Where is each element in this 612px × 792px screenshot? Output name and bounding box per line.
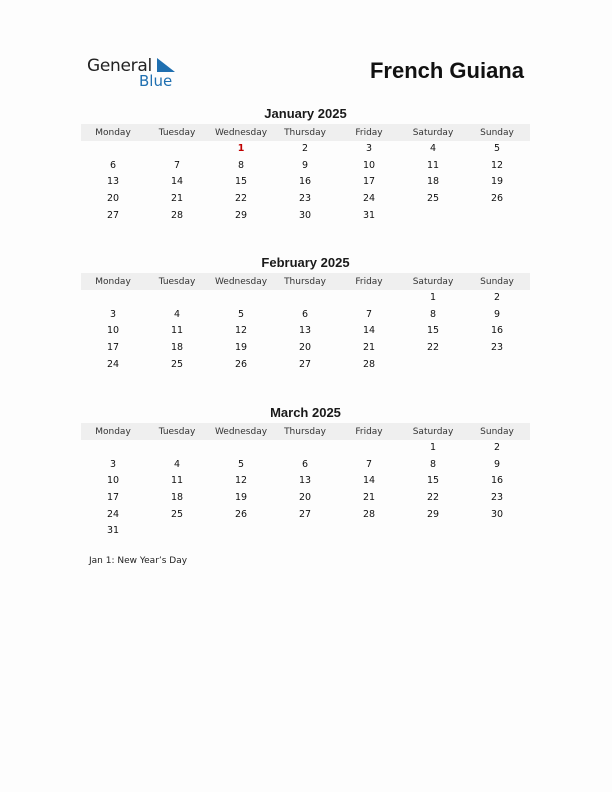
weekday-label: Thursday xyxy=(284,426,326,437)
empty-day-cell xyxy=(401,208,465,225)
day-cell: 23 xyxy=(298,193,312,205)
day-cell: 16 xyxy=(298,176,312,188)
day-cell: 19 xyxy=(234,492,248,504)
empty-day-cell xyxy=(145,141,209,158)
day-cell: 13 xyxy=(298,325,312,337)
day-cell: 2 xyxy=(493,292,501,303)
empty-day-cell xyxy=(145,523,209,540)
day-cell: 22 xyxy=(426,492,440,504)
empty-day-cell xyxy=(145,290,209,307)
day-cell: 17 xyxy=(106,342,120,354)
day-cell: 26 xyxy=(234,508,248,520)
day-cell: 24 xyxy=(106,508,120,520)
day-cell: 22 xyxy=(234,193,248,205)
day-cell: 10 xyxy=(106,475,120,487)
day-cell: 28 xyxy=(170,209,184,221)
weekday-label: Monday xyxy=(95,127,131,138)
day-cell: 17 xyxy=(106,492,120,504)
day-cell: 16 xyxy=(490,325,504,337)
day-cell: 10 xyxy=(362,159,376,171)
day-cell: 28 xyxy=(362,358,376,370)
day-cell: 5 xyxy=(237,308,245,320)
empty-day-cell xyxy=(209,523,273,540)
month-title: January 2025 xyxy=(264,106,347,121)
day-cell: 20 xyxy=(298,342,312,354)
day-cell: 30 xyxy=(490,508,504,520)
day-grid xyxy=(81,141,530,224)
day-cell: 28 xyxy=(362,508,376,520)
month-february xyxy=(81,255,530,373)
weekday-label: Wednesday xyxy=(214,426,268,437)
day-cell: 12 xyxy=(234,325,248,337)
day-cell: 1 xyxy=(429,442,437,453)
weekday-label: Sunday xyxy=(480,426,514,437)
day-cell: 26 xyxy=(490,193,504,205)
empty-day-cell xyxy=(145,440,209,457)
day-cell: 27 xyxy=(298,358,312,370)
day-cell: 4 xyxy=(173,458,181,470)
day-cell: 26 xyxy=(234,358,248,370)
weekday-label: Thursday xyxy=(284,276,326,287)
weekday-label: Saturday xyxy=(412,127,454,138)
day-cell: 6 xyxy=(301,308,309,320)
day-cell: 8 xyxy=(429,458,437,470)
day-cell: 24 xyxy=(362,193,376,205)
empty-day-cell xyxy=(273,290,337,307)
day-cell: 21 xyxy=(170,193,184,205)
weekday-label: Friday xyxy=(355,276,383,287)
empty-day-cell xyxy=(209,440,273,457)
day-cell: 22 xyxy=(426,342,440,354)
day-cell: 14 xyxy=(362,325,376,337)
day-cell: 25 xyxy=(426,193,440,205)
day-cell: 9 xyxy=(493,308,501,320)
day-cell: 2 xyxy=(493,442,501,453)
day-cell: 7 xyxy=(365,458,373,470)
day-cell: 17 xyxy=(362,176,376,188)
day-cell: 27 xyxy=(298,508,312,520)
day-cell: 20 xyxy=(298,492,312,504)
weekday-header xyxy=(81,423,530,440)
weekday-label: Sunday xyxy=(480,127,514,138)
weekday-label: Wednesday xyxy=(214,276,268,287)
empty-day-cell xyxy=(465,523,529,540)
weekday-label: Tuesday xyxy=(158,276,196,287)
country-title: French Guiana xyxy=(369,58,524,83)
day-cell: 9 xyxy=(493,458,501,470)
day-cell: 9 xyxy=(301,159,309,171)
day-cell: 29 xyxy=(234,209,248,221)
holiday-day-cell: 1 xyxy=(237,143,245,154)
day-cell: 18 xyxy=(426,176,440,188)
empty-day-cell xyxy=(209,290,273,307)
day-cell: 12 xyxy=(490,159,504,171)
day-cell: 21 xyxy=(362,342,376,354)
day-cell: 8 xyxy=(237,159,245,171)
logo-text-general: General xyxy=(87,56,152,76)
weekday-label: Saturday xyxy=(412,276,454,287)
empty-day-cell xyxy=(401,357,465,374)
day-cell: 11 xyxy=(170,325,184,337)
day-cell: 10 xyxy=(106,325,120,337)
logo xyxy=(87,56,187,92)
weekday-label: Tuesday xyxy=(158,127,196,138)
day-cell: 14 xyxy=(170,176,184,188)
day-cell: 6 xyxy=(109,159,117,171)
day-cell: 7 xyxy=(173,159,181,171)
day-cell: 19 xyxy=(234,342,248,354)
holiday-note: Jan 1: New Year’s Day xyxy=(89,556,188,566)
month-january xyxy=(81,106,530,224)
day-grid xyxy=(81,290,530,373)
day-cell: 30 xyxy=(298,209,312,221)
day-cell: 12 xyxy=(234,475,248,487)
day-cell: 31 xyxy=(362,209,376,221)
day-cell: 13 xyxy=(298,475,312,487)
day-cell: 7 xyxy=(365,308,373,320)
day-cell: 20 xyxy=(106,193,120,205)
logo-text-blue: Blue xyxy=(139,72,173,90)
weekday-header xyxy=(81,124,530,141)
weekday-label: Wednesday xyxy=(214,127,268,138)
day-cell: 13 xyxy=(106,176,120,188)
day-cell: 2 xyxy=(301,143,309,154)
day-cell: 16 xyxy=(490,475,504,487)
day-cell: 31 xyxy=(106,525,120,537)
day-cell: 29 xyxy=(426,508,440,520)
empty-day-cell xyxy=(337,290,401,307)
weekday-label: Tuesday xyxy=(158,426,196,437)
day-cell: 11 xyxy=(170,475,184,487)
month-march xyxy=(81,405,530,540)
empty-day-cell xyxy=(81,440,145,457)
day-cell: 18 xyxy=(170,492,184,504)
holiday-notes xyxy=(89,556,187,566)
day-cell: 11 xyxy=(426,159,440,171)
day-cell: 15 xyxy=(234,176,248,188)
day-grid xyxy=(81,440,530,540)
weekday-header xyxy=(81,273,530,290)
empty-day-cell xyxy=(337,440,401,457)
weekday-label: Friday xyxy=(355,127,383,138)
day-cell: 25 xyxy=(170,358,184,370)
day-cell: 5 xyxy=(493,143,501,154)
day-cell: 21 xyxy=(362,492,376,504)
empty-day-cell xyxy=(465,208,529,225)
day-cell: 3 xyxy=(109,458,117,470)
day-cell: 5 xyxy=(237,458,245,470)
day-cell: 25 xyxy=(170,508,184,520)
day-cell: 23 xyxy=(490,342,504,354)
day-cell: 27 xyxy=(106,209,120,221)
empty-day-cell xyxy=(81,141,145,158)
day-cell: 4 xyxy=(429,143,437,154)
empty-day-cell xyxy=(273,523,337,540)
empty-day-cell xyxy=(273,440,337,457)
day-cell: 8 xyxy=(429,308,437,320)
weekday-label: Sunday xyxy=(480,276,514,287)
empty-day-cell xyxy=(465,357,529,374)
month-title: March 2025 xyxy=(270,405,341,420)
day-cell: 4 xyxy=(173,308,181,320)
day-cell: 18 xyxy=(170,342,184,354)
empty-day-cell xyxy=(337,523,401,540)
day-cell: 23 xyxy=(490,492,504,504)
empty-day-cell xyxy=(401,523,465,540)
day-cell: 3 xyxy=(365,143,373,154)
weekday-label: Saturday xyxy=(412,426,454,437)
weekday-label: Monday xyxy=(95,276,131,287)
day-cell: 6 xyxy=(301,458,309,470)
day-cell: 1 xyxy=(429,292,437,303)
day-cell: 15 xyxy=(426,325,440,337)
day-cell: 3 xyxy=(109,308,117,320)
day-cell: 14 xyxy=(362,475,376,487)
day-cell: 15 xyxy=(426,475,440,487)
day-cell: 24 xyxy=(106,358,120,370)
empty-day-cell xyxy=(81,290,145,307)
weekday-label: Monday xyxy=(95,426,131,437)
weekday-label: Thursday xyxy=(284,127,326,138)
month-title: February 2025 xyxy=(261,255,350,270)
day-cell: 19 xyxy=(490,176,504,188)
weekday-label: Friday xyxy=(355,426,383,437)
